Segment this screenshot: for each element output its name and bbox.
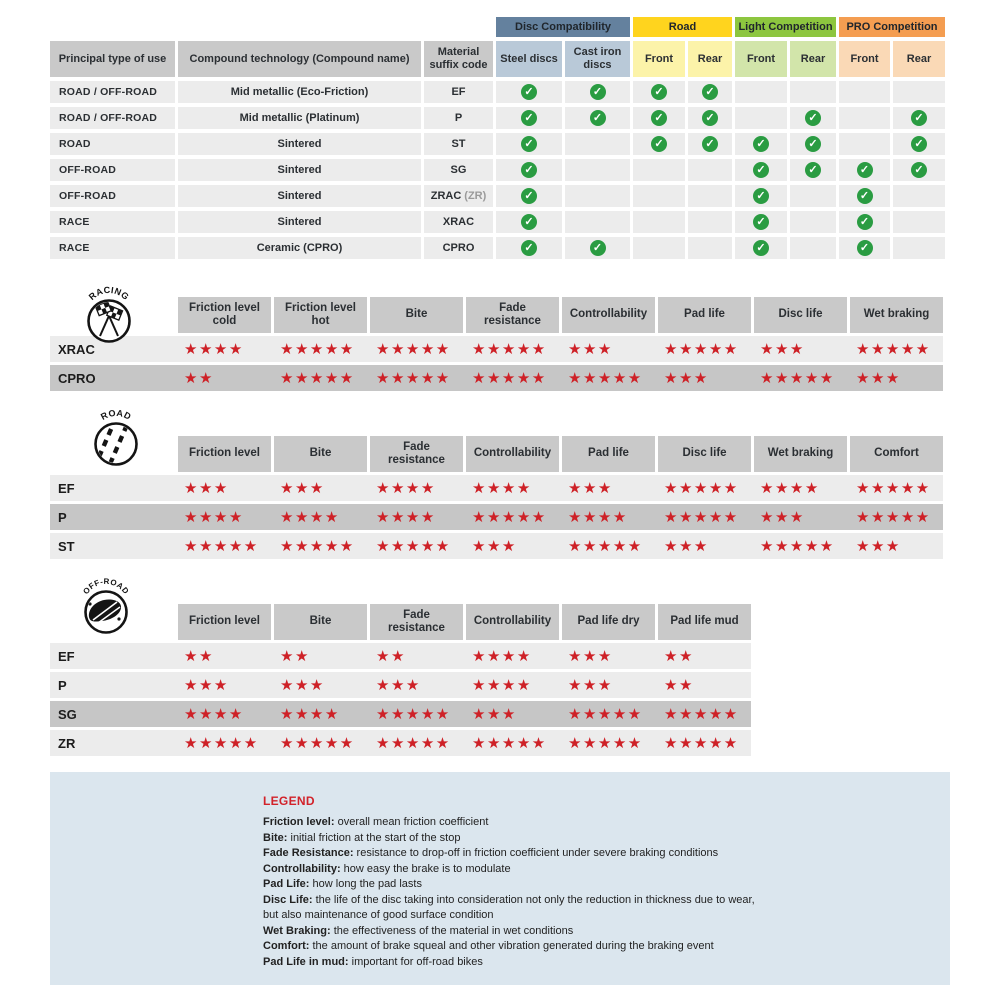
check-icon: ✓ bbox=[521, 110, 537, 126]
compat-column-header: Compound technology (Compound name) bbox=[178, 41, 421, 77]
rating-column-header: Wet braking bbox=[850, 297, 943, 333]
star-rating: ★★★ bbox=[760, 341, 805, 358]
compatibility-check-cell bbox=[688, 107, 732, 129]
material-code-suffix: (ZR) bbox=[464, 190, 487, 202]
star-rating: ★★★★★ bbox=[760, 538, 835, 555]
legend-term: Bite: bbox=[263, 831, 291, 844]
compat-subcolumn-header: Steel discs bbox=[496, 41, 562, 77]
check-icon: ✓ bbox=[805, 110, 821, 126]
legend-description: initial friction at the start of the stop bbox=[290, 831, 461, 844]
compatibility-check-cell bbox=[496, 159, 562, 181]
star-rating: ★★★★★ bbox=[376, 735, 451, 752]
compatibility-check-cell bbox=[893, 133, 945, 155]
rating-column-header: Controllability bbox=[562, 297, 655, 333]
compatibility-check-cell bbox=[688, 81, 732, 103]
offroad-mud-splash-icon bbox=[75, 574, 137, 636]
compat-subcolumn-header: Rear bbox=[893, 41, 945, 77]
star-rating: ★★★★★ bbox=[664, 341, 739, 358]
star-rating: ★★★★★ bbox=[664, 509, 739, 526]
compound-cell: Mid metallic (Eco-Friction) bbox=[178, 81, 421, 103]
rating-column-header: Pad life dry bbox=[562, 604, 655, 640]
principal-use-cell: OFF-ROAD bbox=[50, 159, 175, 181]
legend-term: Pad Life in mud: bbox=[263, 955, 352, 968]
svg-text:ROAD bbox=[99, 408, 133, 422]
check-icon: ✓ bbox=[702, 136, 718, 152]
compound-code-label: P bbox=[58, 509, 67, 525]
compatibility-check-cell bbox=[496, 133, 562, 155]
star-rating: ★★★★★ bbox=[568, 370, 643, 387]
compatibility-check-cell bbox=[496, 81, 562, 103]
star-rating: ★★★ bbox=[280, 677, 325, 694]
star-rating: ★★★★★ bbox=[856, 509, 931, 526]
star-rating: ★★★★★ bbox=[664, 480, 739, 497]
star-rating: ★★★ bbox=[184, 677, 229, 694]
check-icon: ✓ bbox=[911, 136, 927, 152]
rating-column-header: Disc life bbox=[754, 297, 847, 333]
check-icon: ✓ bbox=[805, 136, 821, 152]
rating-row bbox=[50, 533, 943, 559]
racing-section-label: RACING bbox=[86, 284, 132, 303]
compatibility-empty-cell bbox=[893, 81, 945, 103]
check-icon: ✓ bbox=[521, 240, 537, 256]
compound-code-label: SG bbox=[58, 706, 77, 722]
legend-description: the amount of brake squeal and other vibration generated during the braking event bbox=[312, 940, 714, 952]
compatibility-check-cell bbox=[633, 133, 685, 155]
rating-column-header: Pad life bbox=[658, 297, 751, 333]
rating-column-header: Disc life bbox=[658, 436, 751, 472]
compatibility-empty-cell bbox=[839, 107, 890, 129]
compatibility-empty-cell bbox=[893, 237, 945, 259]
compatibility-check-cell bbox=[790, 133, 836, 155]
star-rating: ★★★★★ bbox=[376, 706, 451, 723]
compatibility-empty-cell bbox=[790, 81, 836, 103]
check-icon: ✓ bbox=[753, 188, 769, 204]
compatibility-empty-cell bbox=[790, 237, 836, 259]
compat-column-header: Principal type of use bbox=[50, 41, 175, 77]
check-icon: ✓ bbox=[753, 136, 769, 152]
star-rating: ★★ bbox=[184, 370, 214, 387]
legend-item bbox=[263, 815, 930, 831]
star-rating: ★★★★★ bbox=[472, 509, 547, 526]
legend-items bbox=[263, 815, 930, 970]
compatibility-empty-cell bbox=[839, 81, 890, 103]
compound-cell: Ceramic (CPRO) bbox=[178, 237, 421, 259]
star-rating: ★★★★★ bbox=[856, 341, 931, 358]
star-rating: ★★★★★ bbox=[280, 538, 355, 555]
legend-term: Friction level: bbox=[263, 816, 338, 828]
rating-column-header: Comfort bbox=[850, 436, 943, 472]
legend-title: LEGEND bbox=[263, 794, 315, 808]
compatibility-empty-cell bbox=[688, 185, 732, 207]
star-rating: ★★★★★ bbox=[568, 706, 643, 723]
star-rating: ★★★★ bbox=[472, 677, 532, 694]
compatibility-empty-cell bbox=[633, 185, 685, 207]
rating-column-header: Friction level bbox=[178, 604, 271, 640]
check-icon: ✓ bbox=[590, 110, 606, 126]
compatibility-empty-cell bbox=[893, 211, 945, 233]
compatibility-check-cell bbox=[688, 133, 732, 155]
compound-cell: Sintered bbox=[178, 211, 421, 233]
legend-description: the effectiveness of the material in wet conditions bbox=[333, 924, 574, 937]
compat-column-header: Material suffix code bbox=[424, 41, 493, 77]
compat-subcolumn-header: Cast iron discs bbox=[565, 41, 630, 77]
compatibility-check-cell bbox=[496, 211, 562, 233]
check-icon: ✓ bbox=[702, 84, 718, 100]
compatibility-check-cell bbox=[633, 81, 685, 103]
star-rating: ★★ bbox=[376, 648, 406, 665]
star-rating: ★★ bbox=[664, 677, 694, 694]
compatibility-empty-cell bbox=[790, 211, 836, 233]
legend-item bbox=[263, 893, 930, 909]
check-icon: ✓ bbox=[521, 214, 537, 230]
compatibility-check-cell bbox=[839, 237, 890, 259]
compatibility-empty-cell bbox=[565, 159, 630, 181]
star-rating: ★★★★ bbox=[760, 480, 820, 497]
star-rating: ★★ bbox=[184, 648, 214, 665]
legend-term: Comfort: bbox=[263, 940, 313, 952]
brake-compound-comparison-page bbox=[50, 0, 950, 985]
compatibility-check-cell bbox=[735, 159, 787, 181]
compatibility-check-cell bbox=[790, 159, 836, 181]
check-icon: ✓ bbox=[857, 162, 873, 178]
star-rating: ★★★★★ bbox=[568, 538, 643, 555]
star-rating: ★★★★ bbox=[184, 341, 244, 358]
legend-item bbox=[263, 862, 930, 878]
check-icon: ✓ bbox=[857, 240, 873, 256]
compound-cell: Mid metallic (Platinum) bbox=[178, 107, 421, 129]
legend-item bbox=[263, 939, 930, 955]
racing-checkered-flag-icon bbox=[78, 283, 140, 345]
compatibility-check-cell bbox=[839, 211, 890, 233]
legend-term: Pad Life: bbox=[263, 878, 313, 890]
material-code-cell: EF bbox=[424, 81, 493, 103]
compound-code-label: XRAC bbox=[58, 341, 95, 357]
legend-term: Disc Life: bbox=[263, 893, 316, 906]
check-icon: ✓ bbox=[857, 188, 873, 204]
star-rating: ★★★ bbox=[376, 677, 421, 694]
legend-box bbox=[50, 772, 950, 985]
rating-column-header: Controllability bbox=[466, 436, 559, 472]
compatibility-check-cell bbox=[893, 107, 945, 129]
compatibility-check-cell bbox=[565, 81, 630, 103]
star-rating: ★★★★★ bbox=[760, 370, 835, 387]
legend-description: overall mean friction coefficient bbox=[337, 816, 489, 828]
star-rating: ★★★★★ bbox=[280, 370, 355, 387]
compat-subcolumn-header: Front bbox=[735, 41, 787, 77]
star-rating: ★★★★★ bbox=[568, 735, 643, 752]
rating-column-header: Friction level cold bbox=[178, 297, 271, 333]
compatibility-check-cell bbox=[565, 107, 630, 129]
rating-row bbox=[50, 643, 751, 669]
compound-code-label: EF bbox=[58, 648, 75, 664]
star-rating: ★★★★ bbox=[184, 509, 244, 526]
star-rating: ★★★★ bbox=[376, 480, 436, 497]
check-icon: ✓ bbox=[651, 84, 667, 100]
road-section bbox=[50, 407, 950, 559]
star-rating: ★★★★★ bbox=[280, 341, 355, 358]
compound-code-label: ZR bbox=[58, 735, 76, 751]
star-rating: ★★★★ bbox=[280, 509, 340, 526]
compatibility-empty-cell bbox=[790, 185, 836, 207]
star-rating: ★★★ bbox=[760, 509, 805, 526]
compatibility-check-cell bbox=[565, 237, 630, 259]
star-rating: ★★ bbox=[280, 648, 310, 665]
star-rating: ★★★★★ bbox=[376, 538, 451, 555]
legend-item bbox=[263, 955, 930, 971]
star-rating: ★★★ bbox=[568, 648, 613, 665]
compat-subcolumn-header: Rear bbox=[790, 41, 836, 77]
principal-use-cell: ROAD / OFF-ROAD bbox=[50, 81, 175, 103]
rating-row bbox=[50, 336, 943, 362]
check-icon: ✓ bbox=[521, 84, 537, 100]
rating-column-header: Pad life mud bbox=[658, 604, 751, 640]
star-rating: ★★★★ bbox=[376, 509, 436, 526]
legend-term: Controllability: bbox=[263, 862, 344, 875]
check-icon: ✓ bbox=[651, 136, 667, 152]
star-rating: ★★★ bbox=[472, 538, 517, 555]
racing-ratings-table bbox=[50, 297, 950, 391]
legend-description: how long the pad lasts bbox=[312, 878, 422, 890]
compatibility-empty-cell bbox=[688, 159, 732, 181]
compatibility-empty-cell bbox=[735, 81, 787, 103]
compatibility-empty-cell bbox=[893, 185, 945, 207]
star-rating: ★★★ bbox=[184, 480, 229, 497]
rating-column-header: Bite bbox=[274, 436, 367, 472]
material-code-cell: XRAC bbox=[424, 211, 493, 233]
compound-cell: Sintered bbox=[178, 133, 421, 155]
star-rating: ★★★★★ bbox=[472, 735, 547, 752]
star-rating: ★★ bbox=[664, 648, 694, 665]
principal-use-cell: ROAD bbox=[50, 133, 175, 155]
column-group-header: Disc Compatibility bbox=[496, 17, 630, 37]
compat-subcolumn-header: Front bbox=[633, 41, 685, 77]
column-group-header: PRO Competition bbox=[839, 17, 945, 37]
star-rating: ★★★★ bbox=[472, 648, 532, 665]
rating-column-header: Friction level hot bbox=[274, 297, 367, 333]
principal-use-cell: RACE bbox=[50, 211, 175, 233]
rating-column-header: Bite bbox=[370, 297, 463, 333]
compatibility-check-cell bbox=[735, 211, 787, 233]
compound-code-label: CPRO bbox=[58, 370, 96, 386]
compat-header-spacer bbox=[50, 17, 493, 37]
compatibility-empty-cell bbox=[565, 185, 630, 207]
material-code-cell: CPRO bbox=[424, 237, 493, 259]
offroad-ratings-table bbox=[50, 604, 950, 756]
compound-code-label: P bbox=[58, 677, 67, 693]
compatibility-empty-cell bbox=[633, 211, 685, 233]
check-icon: ✓ bbox=[911, 162, 927, 178]
compatibility-check-cell bbox=[735, 185, 787, 207]
rating-column-header: Bite bbox=[274, 604, 367, 640]
road-icon bbox=[85, 406, 147, 468]
star-rating: ★★★★★ bbox=[184, 538, 259, 555]
rating-row bbox=[50, 701, 751, 727]
check-icon: ✓ bbox=[753, 240, 769, 256]
rating-row bbox=[50, 475, 943, 501]
racing-section bbox=[50, 284, 950, 391]
legend-description: but also maintenance of good surface condition bbox=[263, 909, 494, 921]
compatibility-check-cell bbox=[735, 133, 787, 155]
compatibility-check-cell bbox=[893, 159, 945, 181]
rating-column-header: Fade resistance bbox=[466, 297, 559, 333]
star-rating: ★★★★★ bbox=[472, 370, 547, 387]
principal-use-cell: OFF-ROAD bbox=[50, 185, 175, 207]
compat-subcolumn-header: Rear bbox=[688, 41, 732, 77]
offroad-section-label: OFF-ROAD bbox=[81, 576, 131, 596]
legend-description: important for off-road bikes bbox=[351, 955, 483, 968]
star-rating: ★★★★ bbox=[184, 706, 244, 723]
compatibility-check-cell bbox=[496, 107, 562, 129]
compatibility-empty-cell bbox=[565, 211, 630, 233]
compound-cell: Sintered bbox=[178, 159, 421, 181]
check-icon: ✓ bbox=[521, 136, 537, 152]
star-rating: ★★★ bbox=[472, 706, 517, 723]
material-code-cell: ZRAC (ZR) bbox=[424, 185, 493, 207]
rating-row bbox=[50, 672, 751, 698]
material-code-cell: ST bbox=[424, 133, 493, 155]
check-icon: ✓ bbox=[753, 162, 769, 178]
check-icon: ✓ bbox=[857, 214, 873, 230]
legend-description: the life of the disc taking into consideration not only the reduction in thickness due to wear, bbox=[315, 893, 755, 906]
compound-code-label: EF bbox=[58, 480, 75, 496]
check-icon: ✓ bbox=[911, 110, 927, 126]
legend-item bbox=[263, 877, 930, 893]
legend-item bbox=[263, 846, 930, 862]
star-rating: ★★★★★ bbox=[664, 735, 739, 752]
compatibility-empty-cell bbox=[688, 211, 732, 233]
rating-row bbox=[50, 365, 943, 391]
legend-term: Wet Braking: bbox=[263, 924, 334, 937]
check-icon: ✓ bbox=[521, 188, 537, 204]
rating-column-header: Controllability bbox=[466, 604, 559, 640]
star-rating: ★★★★★ bbox=[472, 341, 547, 358]
compound-cell: Sintered bbox=[178, 185, 421, 207]
star-rating: ★★★ bbox=[664, 370, 709, 387]
principal-use-cell: ROAD / OFF-ROAD bbox=[50, 107, 175, 129]
compatibility-empty-cell bbox=[565, 133, 630, 155]
check-icon: ✓ bbox=[521, 162, 537, 178]
star-rating: ★★★ bbox=[568, 341, 613, 358]
legend-item bbox=[263, 831, 930, 847]
compatibility-check-cell bbox=[496, 185, 562, 207]
compatibility-empty-cell bbox=[633, 159, 685, 181]
check-icon: ✓ bbox=[753, 214, 769, 230]
star-rating: ★★★★ bbox=[568, 509, 628, 526]
material-code-cell: P bbox=[424, 107, 493, 129]
compatibility-check-cell bbox=[633, 107, 685, 129]
column-group-header: Road bbox=[633, 17, 732, 37]
principal-use-cell: RACE bbox=[50, 237, 175, 259]
compatibility-empty-cell bbox=[633, 237, 685, 259]
road-section-label: ROAD bbox=[99, 407, 133, 422]
road-ratings-table bbox=[50, 436, 950, 559]
compatibility-table-section bbox=[50, 17, 950, 259]
compatibility-check-cell bbox=[790, 107, 836, 129]
star-rating: ★★★★ bbox=[280, 706, 340, 723]
compatibility-table bbox=[50, 17, 950, 259]
compatibility-check-cell bbox=[735, 237, 787, 259]
legend-term: Fade Resistance: bbox=[263, 847, 357, 859]
star-rating: ★★★ bbox=[856, 370, 901, 387]
legend-item bbox=[263, 924, 930, 940]
star-rating: ★★★★★ bbox=[376, 341, 451, 358]
compatibility-empty-cell bbox=[688, 237, 732, 259]
star-rating: ★★★ bbox=[568, 677, 613, 694]
star-rating: ★★★★★ bbox=[184, 735, 259, 752]
check-icon: ✓ bbox=[805, 162, 821, 178]
star-rating: ★★★ bbox=[568, 480, 613, 497]
star-rating: ★★★★ bbox=[472, 480, 532, 497]
rating-row bbox=[50, 504, 943, 530]
compatibility-empty-cell bbox=[735, 107, 787, 129]
rating-column-header: Wet braking bbox=[754, 436, 847, 472]
rating-row bbox=[50, 730, 751, 756]
check-icon: ✓ bbox=[702, 110, 718, 126]
star-rating: ★★★ bbox=[856, 538, 901, 555]
rating-column-header: Pad life bbox=[562, 436, 655, 472]
star-rating: ★★★★★ bbox=[856, 480, 931, 497]
star-rating: ★★★★★ bbox=[280, 735, 355, 752]
rating-column-header: Fade resistance bbox=[370, 436, 463, 472]
compatibility-check-cell bbox=[496, 237, 562, 259]
material-code-cell: SG bbox=[424, 159, 493, 181]
compatibility-empty-cell bbox=[839, 133, 890, 155]
check-icon: ✓ bbox=[651, 110, 667, 126]
compatibility-check-cell bbox=[839, 185, 890, 207]
legend-item bbox=[263, 908, 930, 924]
compat-subcolumn-header: Front bbox=[839, 41, 890, 77]
rating-column-header: Friction level bbox=[178, 436, 271, 472]
column-group-header: Light Competition bbox=[735, 17, 836, 37]
check-icon: ✓ bbox=[590, 84, 606, 100]
compound-code-label: ST bbox=[58, 538, 75, 554]
check-icon: ✓ bbox=[590, 240, 606, 256]
legend-description: how easy the brake is to modulate bbox=[343, 862, 511, 875]
star-rating: ★★★★★ bbox=[376, 370, 451, 387]
offroad-section bbox=[50, 576, 950, 756]
compatibility-check-cell bbox=[839, 159, 890, 181]
star-rating: ★★★★★ bbox=[664, 706, 739, 723]
rating-column-header: Fade resistance bbox=[370, 604, 463, 640]
legend-description: resistance to drop-off in friction coefficient under severe braking conditions bbox=[356, 847, 719, 859]
star-rating: ★★★ bbox=[664, 538, 709, 555]
star-rating: ★★★ bbox=[280, 480, 325, 497]
